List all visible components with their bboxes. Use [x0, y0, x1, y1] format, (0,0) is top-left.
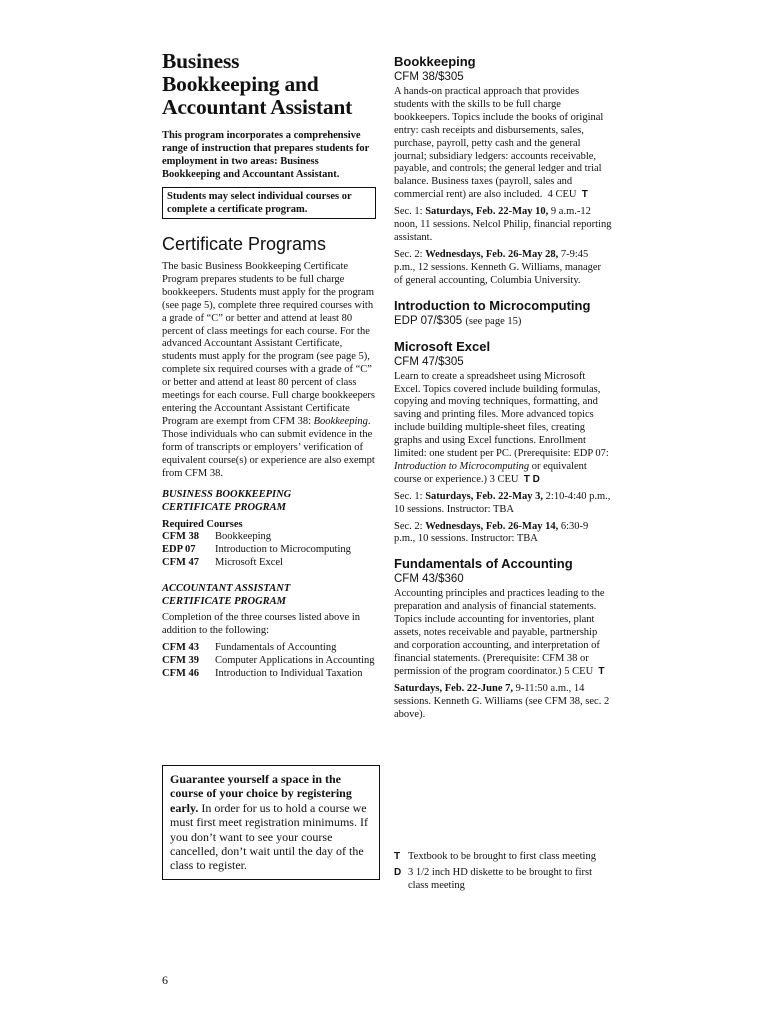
program-intro: This program incorporates a comprehensive range of instruction that prepares students for employment in two areas: Business Bookkeeping and Accountant Assistant.: [162, 130, 370, 180]
course-title: Bookkeeping: [394, 54, 476, 69]
title-line: Accountant Assistant: [162, 95, 353, 119]
course-description-text: or equivalent course or experience.) 3 CEU: [394, 460, 587, 485]
course-name: Computer Applications in Accounting: [215, 654, 375, 666]
textbook-symbol-icon: T: [581, 189, 588, 201]
course-title: Microsoft Excel: [394, 338, 491, 354]
course-name: Introduction to Microcomputing: [215, 544, 351, 556]
note-box: Students may select individual courses or complete a certificate program.: [162, 187, 376, 219]
course-code: CFM 43: [162, 641, 200, 653]
bb-program-heading-line: CERTIFICATE PROGRAM: [162, 502, 286, 514]
required-courses-label: Required Courses: [162, 519, 243, 531]
bb-program-heading: [162, 488, 378, 514]
section-prefix: Sec. 1:: [394, 206, 426, 218]
certificate-body: [162, 261, 378, 480]
legend-text: Textbook to be brought to first class meeting: [408, 851, 596, 862]
title-line: Bookkeeping and: [162, 72, 319, 96]
section-1: [394, 206, 612, 245]
aa-course-list: [162, 642, 378, 681]
course-row: [162, 668, 378, 681]
course-code: CFM 47: [162, 557, 200, 569]
course-name: Bookkeeping: [215, 531, 271, 543]
section-1: [394, 491, 612, 517]
course-description: [394, 86, 612, 202]
course-price-text: EDP 07/$305: [394, 314, 463, 327]
section-details: 9-11:50 a.m., 14 sessions. Kenneth G. Williams (see CFM 38, sec. 2 above).: [394, 682, 610, 720]
course-price: CFM 47/$305: [394, 355, 464, 368]
symbol-legend: [394, 851, 612, 896]
course-row: [162, 544, 378, 557]
course-description: [394, 588, 612, 678]
textbook-diskette-symbol-icon: T D: [523, 473, 540, 485]
course-code: CFM 39: [162, 654, 200, 666]
section-details: 6:30-9 p.m., 10 sessions. Instructor: TBA: [394, 520, 589, 545]
section-prefix: Sec. 2:: [394, 520, 426, 532]
section-dates: Saturdays, Feb. 22-May 3,: [425, 490, 544, 502]
certificate-body-text: The basic Business Bookkeeping Certificate Program prepares students to be full charge bookkeepers. Students must apply for the program (see page 5), complete three required courses with a grade of “C” or better and attend at least 80 percent of class meetings for each course. For the advanced Accountant Assistant Certificate, students must apply for the program (see page 5), complete six required courses with a grade of “C” or better and attend at least 80 percent of class meetings for each course. Full charge bookkeepers entering the Accountant Assistant Certificate Program are exempt from CFM 38:: [162, 261, 375, 427]
course-title: Introduction to Microcomputing: [394, 297, 591, 313]
bb-course-list: [162, 531, 378, 570]
callout-text: In order for us to hold a course we must first meet registration minimums. If you don’t want to see your course cancelled, don’t wait until the day of the class to register.: [170, 800, 368, 873]
section-details: 9 a.m.-12 noon, 11 sessions. Nelcol Philip, financial reporting assistant.: [394, 206, 612, 243]
section-dates: Saturdays, Feb. 22-June 7,: [394, 682, 514, 694]
course-description-text: A hands-on practical approach that provides students with the skills to be full charge bookkeepers. Topics include the books of original entry: cash receipts and disbursements, sales, purchase, payroll, petty cash and the general journal; subsidiary ledgers: accounts receivable, payable, and controls; the general ledger and trial balance. Business taxes (payroll, sales and commercial rent) are also included.: [394, 86, 604, 201]
legend-item: [394, 851, 612, 864]
course-row: [162, 642, 378, 655]
section-prefix: Sec. 2:: [394, 248, 426, 260]
ceu-label: 4 CEU: [547, 189, 577, 201]
aa-program-heading-line: ACCOUNTANT ASSISTANT: [162, 583, 291, 595]
right-column: [394, 54, 612, 731]
registration-callout: [162, 765, 380, 880]
course-description: [394, 371, 612, 487]
course-bookkeeping: [394, 54, 612, 288]
section-1: [394, 683, 612, 722]
section-dates: Wednesdays, Feb. 26-May 14,: [425, 520, 559, 532]
certificate-heading: Certificate Programs: [162, 234, 327, 254]
section-prefix: Sec. 1:: [394, 490, 426, 502]
section-2: [394, 249, 612, 288]
legend-text: 3 1/2 inch HD diskette to be brought to first class meeting: [408, 866, 593, 891]
course-price: CFM 38/$305: [394, 71, 464, 83]
course-row: [162, 655, 378, 668]
left-column: [162, 50, 378, 681]
page-reference: (see page 15): [465, 315, 522, 327]
textbook-symbol-icon: T: [394, 851, 401, 862]
course-description-text: Accounting principles and practices leading to the preparation and analysis of financial statements. Topics include accounting for inventories, plant assets, notes receivable and payable, partnership and corporation accounting, and interpretation of financial statements. (Prerequisite: CFM 38 or permission of the program coordinator.) 5 CEU: [394, 588, 605, 677]
page-number: 6: [162, 973, 168, 987]
course-name: Fundamentals of Accounting: [215, 641, 337, 653]
course-intro-microcomputing: [394, 298, 612, 329]
course-name: Microsoft Excel: [215, 557, 283, 569]
diskette-symbol-icon: D: [394, 866, 402, 878]
section-details: 7-9:45 p.m., 12 sessions. Kenneth G. Williams, manager of general accounting, Columbia University.: [394, 248, 602, 286]
textbook-symbol-icon: T: [598, 665, 605, 677]
title-line: Business: [162, 49, 240, 73]
callout-bold-text: Guarantee yourself a space in the course of your choice by registering early.: [170, 772, 352, 815]
course-title: Fundamentals of Accounting: [394, 556, 573, 572]
section-dates: Saturdays, Feb. 22-May 10,: [425, 206, 549, 218]
course-code: EDP 07: [162, 544, 196, 556]
course-description-italic: Introduction to Microcomputing: [394, 460, 530, 472]
course-row: [162, 557, 378, 570]
course-price: CFM 43/$360: [394, 573, 464, 586]
bb-program-heading-line: BUSINESS BOOKKEEPING: [162, 489, 292, 501]
legend-item: [394, 867, 612, 893]
aa-program-heading-line: CERTIFICATE PROGRAM: [162, 596, 286, 608]
course-row: [162, 531, 378, 544]
course-code: CFM 38: [162, 531, 200, 543]
certificate-body-text: . Those individuals who can submit evidence in the form of transcripts or employers’ verification of equivalent course(s) or experience are also exempt from CFM 38.: [162, 415, 375, 479]
course-code: CFM 46: [162, 667, 200, 679]
section-2: [394, 521, 612, 547]
course-fundamentals-accounting: [394, 556, 612, 721]
certificate-body-italic: Bookkeeping: [313, 415, 368, 427]
aa-program-heading: [162, 582, 378, 608]
course-price: [394, 314, 612, 329]
course-name: Introduction to Individual Taxation: [215, 667, 363, 679]
aa-intro: Completion of the three courses listed above in addition to the following:: [162, 612, 360, 637]
section-details: 2:10-4:40 p.m., 10 sessions. Instructor: TBA: [394, 490, 611, 515]
page-title: [162, 50, 378, 119]
section-dates: Wednesdays, Feb. 26-May 28,: [425, 248, 559, 260]
course-microsoft-excel: [394, 339, 612, 547]
course-description-text: Learn to create a spreadsheet using Microsoft Excel. Topics covered include building formulas, copying and moving techniques, formatting, and saving and printing files. More advanced topics include building multiple-sheet files, creating graphs and using Excel functions. Enrollment limited: one student per PC. (Prerequisite: EDP 07:: [394, 370, 609, 460]
